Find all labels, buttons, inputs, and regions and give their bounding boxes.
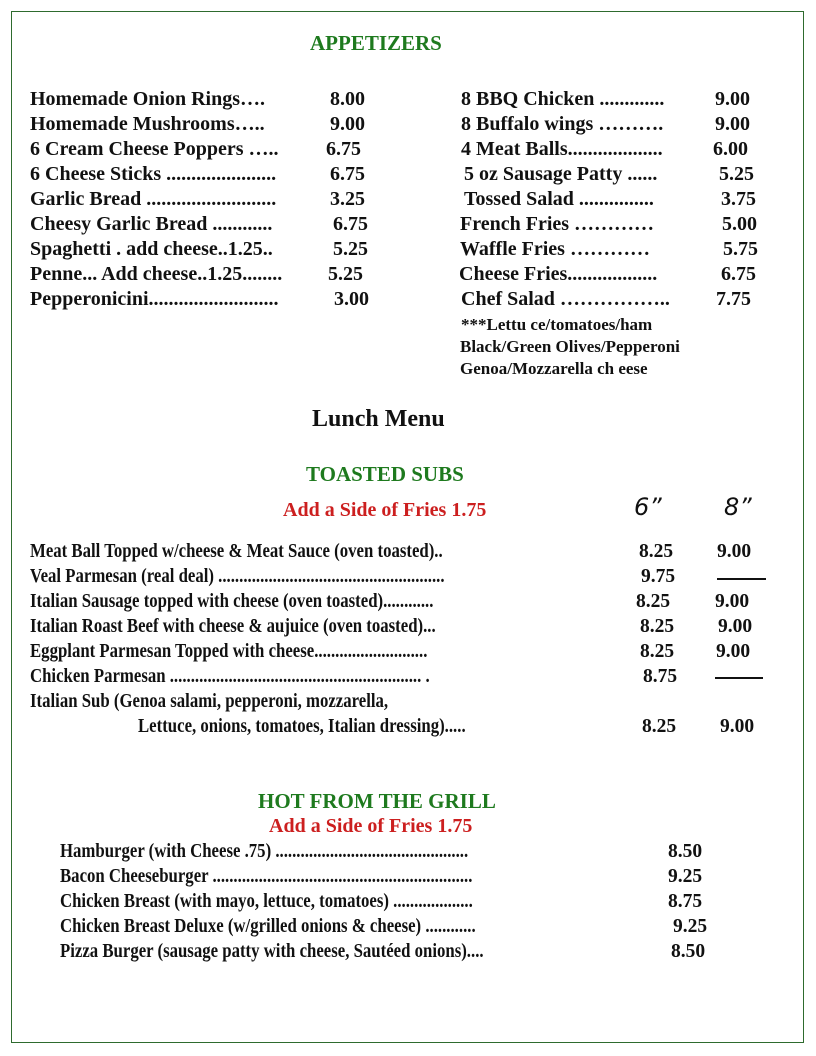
grill-fries-note: Add a Side of Fries 1.75	[269, 815, 473, 837]
sub-item	[30, 539, 752, 564]
item-price: 6.75	[721, 263, 756, 285]
sub-item	[30, 589, 750, 614]
item-label: Spaghetti . add cheese..1.25..	[30, 238, 273, 260]
item-label: 8 BBQ Chicken .............	[461, 88, 665, 110]
sub-item	[30, 564, 676, 589]
chef-salad-note-line: Black/Green Olives/Pepperoni	[460, 337, 680, 356]
item-label: Cheesy Garlic Bread ............	[30, 213, 273, 235]
item-label: Italian Sausage topped with cheese (oven toasted)............	[30, 591, 434, 612]
price-6-inch: 8.25	[636, 591, 671, 612]
item-label: Meat Ball Topped w/cheese & Meat Sauce (oven toasted)..	[30, 541, 443, 562]
item-label: Chef Salad ……………..	[461, 288, 670, 310]
sub-item-continuation	[138, 714, 755, 739]
grill-item	[60, 889, 703, 914]
item-label: Veal Parmesan (real deal) ......................................................	[30, 566, 445, 587]
item-price: 6.75	[330, 163, 365, 185]
item-label: Chicken Breast Deluxe (w/grilled onions & cheese) ............	[60, 916, 476, 937]
item-price: 5.25	[333, 238, 368, 260]
item-label: Chicken Breast (with mayo, lettuce, tomatoes) ...................	[60, 891, 473, 912]
item-price: 8.75	[668, 891, 703, 912]
item-price: 9.25	[673, 916, 708, 937]
price-6-inch: 8.25	[640, 641, 675, 662]
item-label: Italian Sub (Genoa salami, pepperoni, mozzarella,	[30, 691, 389, 712]
chef-salad-note-line: ***Lettu ce/tomatoes/ham	[461, 315, 653, 334]
item-label: Eggplant Parmesan Topped with cheese...........................	[30, 641, 428, 662]
item-label: Hamburger (with Cheese .75) ..............................................	[60, 841, 469, 862]
item-label: Cheese Fries..................	[459, 263, 658, 285]
item-price: 3.00	[334, 288, 369, 310]
sub-item	[30, 639, 751, 664]
item-label: French Fries …………	[460, 213, 655, 235]
size-header-8-inch: 8”	[724, 493, 752, 521]
item-price: 3.75	[721, 188, 756, 210]
item-label: Garlic Bread ..........................	[30, 188, 277, 210]
item-label: Lettuce, onions, tomatoes, Italian dressing).....	[138, 716, 466, 737]
item-price: 8.50	[671, 941, 706, 962]
price-6-inch: 8.25	[639, 541, 674, 562]
item-label: Italian Roast Beef with cheese & aujuice (oven toasted)...	[30, 616, 436, 637]
item-label: 6 Cream Cheese Poppers …..	[30, 138, 279, 160]
item-label: Pizza Burger (sausage patty with cheese, Sautéed onions)....	[60, 941, 484, 962]
grill-item	[60, 839, 703, 864]
toasted-subs-heading: TOASTED SUBS	[306, 462, 464, 486]
item-price: 3.25	[330, 188, 365, 210]
item-price: 5.25	[719, 163, 754, 185]
item-price: 9.25	[668, 866, 703, 887]
item-price: 9.00	[330, 113, 365, 135]
item-price: 8.50	[668, 841, 703, 862]
item-label: Homemade Mushrooms…..	[30, 113, 265, 135]
price-6-inch: 9.75	[641, 566, 676, 587]
item-price: 6.75	[326, 138, 361, 160]
item-label: Tossed Salad ...............	[464, 188, 654, 210]
price-6-inch: 8.25	[642, 716, 677, 737]
item-label: Pepperonicini..........................	[30, 288, 279, 310]
item-price: 5.25	[328, 263, 363, 285]
grill-item	[60, 939, 706, 964]
item-price: 7.75	[716, 288, 751, 310]
sub-item	[30, 614, 753, 639]
price-8-inch: 9.00	[720, 716, 755, 737]
grill-item	[60, 864, 703, 889]
price-6-inch: 8.75	[643, 666, 678, 687]
item-label: Bacon Cheeseburger ..............................................................	[60, 866, 473, 887]
item-label: 6 Cheese Sticks ......................	[30, 163, 277, 185]
item-label: 8 Buffalo wings ……….	[461, 113, 664, 135]
grill-item	[60, 914, 708, 939]
toasted-subs-fries-note: Add a Side of Fries 1.75	[283, 499, 487, 521]
sub-item	[30, 664, 678, 689]
item-price: 5.75	[723, 238, 758, 260]
sub-item	[30, 689, 446, 714]
item-price: 5.00	[722, 213, 757, 235]
item-label: Chicken Parmesan ............................................................ .	[30, 666, 430, 687]
item-label: Homemade Onion Rings….	[30, 88, 266, 110]
hot-from-grill-heading: HOT FROM THE GRILL	[258, 789, 496, 813]
not-available-dash	[717, 578, 766, 580]
item-label: 5 oz Sausage Patty ......	[464, 163, 658, 185]
item-label: Waffle Fries …………	[460, 238, 650, 260]
lunch-menu-title: Lunch Menu	[312, 406, 445, 432]
item-price: 6.75	[333, 213, 368, 235]
price-8-inch: 9.00	[718, 616, 753, 637]
price-8-inch: 9.00	[717, 541, 752, 562]
not-available-dash	[715, 677, 763, 679]
item-label: Penne... Add cheese..1.25........	[30, 263, 283, 285]
item-price: 9.00	[715, 113, 750, 135]
item-label: 4 Meat Balls...................	[461, 138, 663, 160]
item-price: 9.00	[715, 88, 750, 110]
chef-salad-note-line: Genoa/Mozzarella ch eese	[460, 359, 648, 378]
appetizers-heading: APPETIZERS	[310, 31, 442, 55]
item-price: 8.00	[330, 88, 365, 110]
price-6-inch: 8.25	[640, 616, 675, 637]
size-header-6-inch: 6”	[634, 493, 662, 521]
item-price: 6.00	[713, 138, 748, 160]
price-8-inch: 9.00	[715, 591, 750, 612]
price-8-inch: 9.00	[716, 641, 751, 662]
